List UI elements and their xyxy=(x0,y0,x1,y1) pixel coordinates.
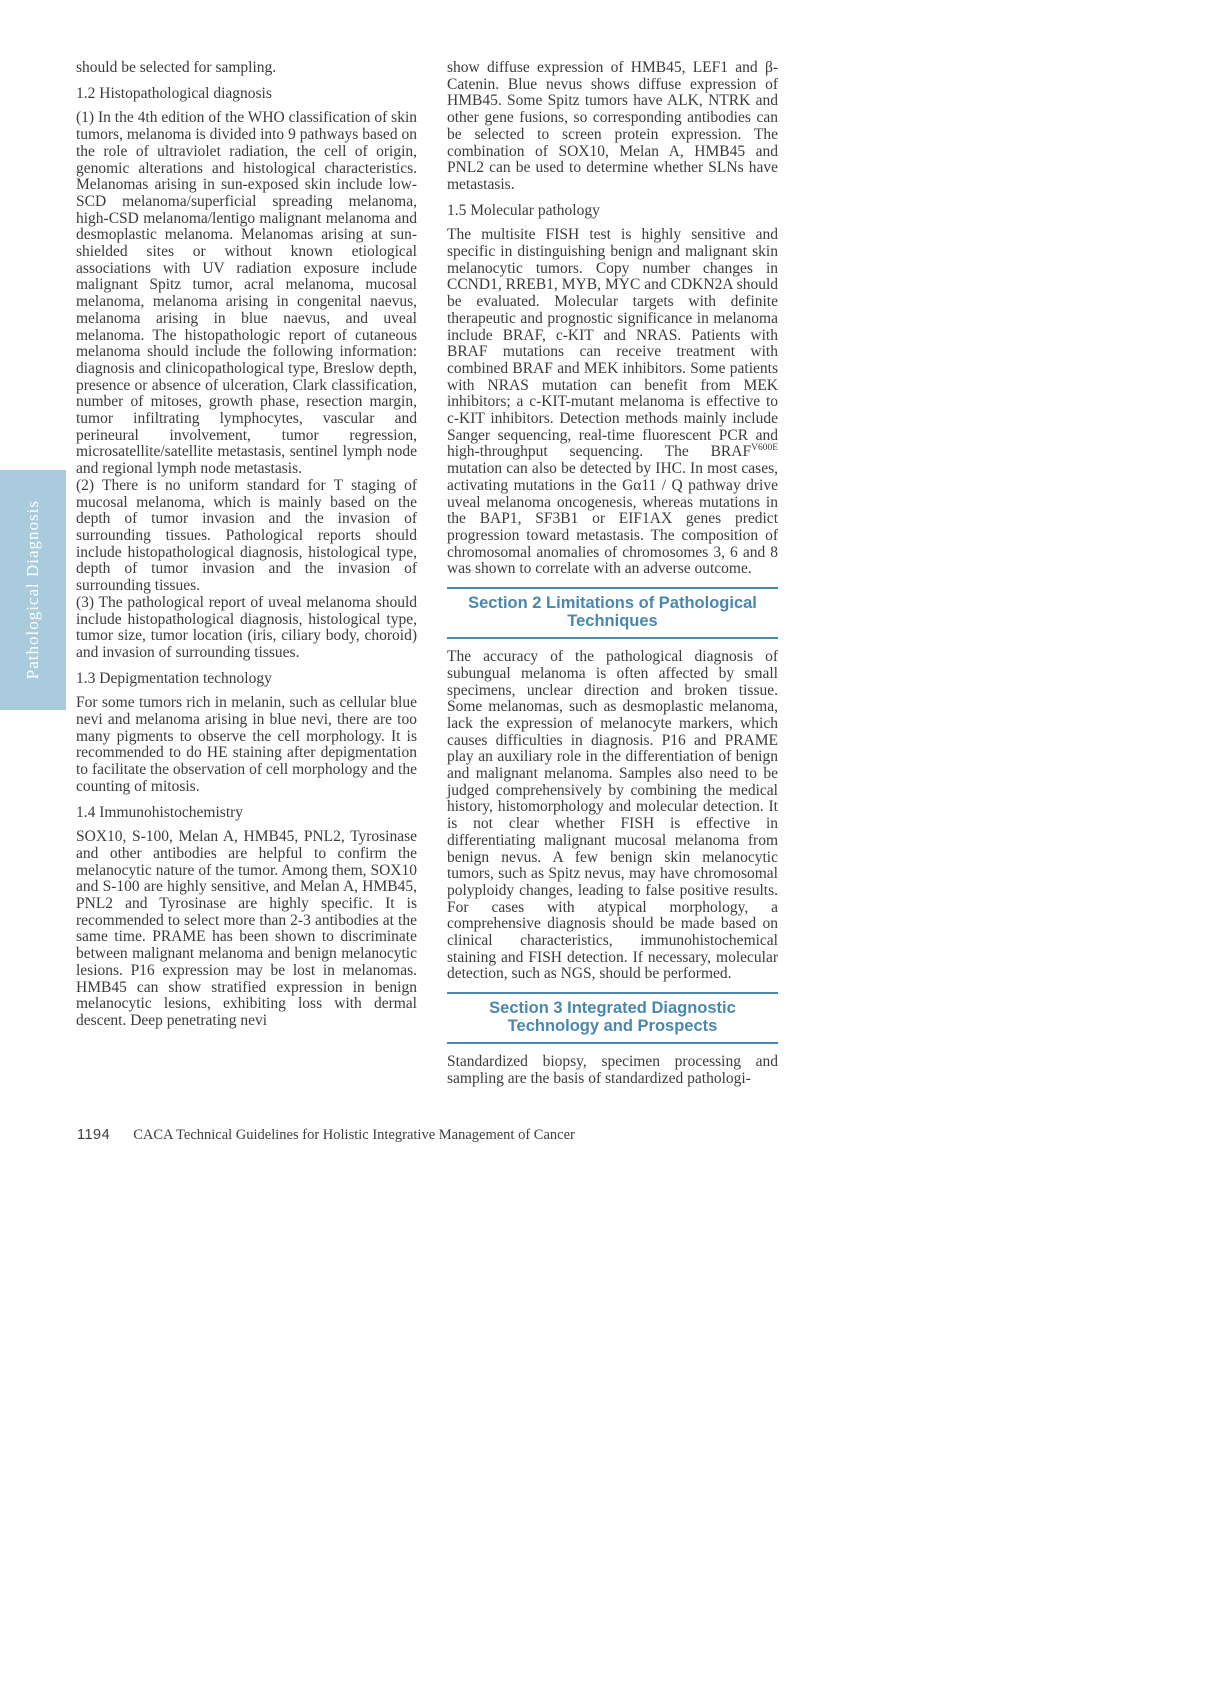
section-2-heading-label: Section 2 Limitations of Pathological Techniques xyxy=(468,594,757,630)
paragraph-immunohistochemistry: SOX10, S-100, Melan A, HMB45, PNL2, Tyrosinase and other antibodies are helpful to confirm the melanocytic nature of the tumor. Among them, SOX10 and S-100 are highly sensitive, and Melan A, HMB45, PNL2 and Tyrosinase are highly specific. It is recommended to select more than 2-3 antibodies at the same time. PRAME has been shown to discriminate between malignant melanoma and benign melanocytic lesions. P16 expression may be lost in melanomas. HMB45 can show stratified expression in benign melanocytic lesions, exhibiting loss with dermal descent. Deep penetrating nevi xyxy=(76,828,417,1029)
chapter-side-tab xyxy=(0,470,66,710)
paragraph-mucosal-t-staging: (2) There is no uniform standard for T staging of mucosal melanoma, which is mainly based on the depth of tumor invasion and the invasion of surrounding tissues. Pathological reports should include histopathological diagnosis, histological type, depth of tumor invasion and the invasion of surrounding tissues. xyxy=(76,476,417,595)
section-3-heading xyxy=(447,992,778,1044)
page-footer xyxy=(77,1127,575,1144)
paragraph-fragment: should be selected for sampling. xyxy=(76,59,277,76)
subsection-heading-1-2: 1.2 Histopathological diagnosis xyxy=(76,84,272,102)
section-2-heading xyxy=(447,587,778,639)
paragraph-uveal-report: (3) The pathological report of uveal melanoma should include histopathological diagnosis, histological type, tumor size, tumor location (iris, ciliary body, choroid) and invasion of surrounding tissues. xyxy=(76,593,417,661)
molecular-text-pre: The multisite FISH test is highly sensitive and specific in distinguishing benign and malignant skin melanocytic tumors. Copy number changes in CCND1, RREB1, MYB, MYC and CDKN2A should be evaluated. Molecular targets with definite therapeutic and prognostic significance in melanoma include BRAF, c-KIT and NRAS. Patients with BRAF mutations can receive treatment with combined BRAF and MEK inhibitors. Some patients with NRAS mutation can benefit from MEK inhibitors; a c-KIT-mutant melanoma is effective to c-KIT inhibitors. Detection methods mainly include Sanger sequencing, real-time fluorescent PCR and high-throughput sequencing. The BRAF xyxy=(447,226,778,461)
paragraph-limitations: The accuracy of the pathological diagnosis of subungual melanoma is often affected by small specimens, unclear direction and broken tissue. Some melanomas, such as desmoplastic melanoma, lack the expression of melanocyte markers, which causes difficulties in diagnosis. P16 and PRAME play an auxiliary role in the differentiation of benign and malignant melanoma. Samples also need to be judged comprehensively by combining the medical history, histomorphology and molecular detection. It is not clear whether FISH is effective in differentiating malignant mucosal melanoma from benign nevus. A few benign skin melanocytic tumors, such as Spitz nevus, may have chromosomal polyploidy changes, leading to false positive results. For cases with atypical morphology, a comprehensive diagnosis should be made based on clinical characteristics, immunohistochemical staining and FISH detection. If necessary, molecular detection, such as NGS, should be performed. xyxy=(447,648,778,983)
paragraph-depigmentation: For some tumors rich in melanin, such as cellular blue nevi and melanoma arising in blue nevi, there are too many pigments to observe the cell morphology. It is recommended to do HE staining after depigmentation to facilitate the observation of cell morphology and the counting of mitosis. xyxy=(76,694,417,795)
subsection-heading-1-5: 1.5 Molecular pathology xyxy=(447,201,600,219)
braf-v600e-superscript: V600E xyxy=(751,443,778,454)
paragraph-ihc-continuation: show diffuse expression of HMB45, LEF1 and β-Catenin. Blue nevus shows diffuse expression of HMB45. Some Spitz tumors have ALK, NTRK and other gene fusions, so corresponding antibodies can be selected to screen protein expression. The combination of SOX10, Melan A, HMB45 and PNL2 can be used to determine whether SLNs have metastasis. xyxy=(447,59,778,193)
subsection-heading-1-4: 1.4 Immunohistochemistry xyxy=(76,803,244,821)
chapter-side-tab-label: Pathological Diagnosis xyxy=(23,500,42,680)
running-title: CACA Technical Guidelines for Holistic Integrative Management of Cancer xyxy=(133,1127,575,1143)
page-number: 1194 xyxy=(77,1127,111,1143)
left-text-column xyxy=(76,60,417,1030)
subsection-heading-1-3: 1.3 Depigmentation technology xyxy=(76,669,272,687)
paragraph-molecular-pathology xyxy=(447,227,778,578)
paragraph-prospects: Standardized biopsy, specimen processing and sampling are the basis of standardized pathologi- xyxy=(447,1053,778,1087)
molecular-text-post: mutation can also be detected by IHC. In most cases, activating mutations in the Gα11 / Q pathway drive uveal melanoma oncogenesis, whereas mutations in the BAP1, SF3B1 or EIF1AX genes predict progression toward metastasis. The composition of chromosomal anomalies of chromosomes 3, 6 and 8 was shown to correlate with an adverse outcome. xyxy=(447,460,778,578)
right-text-column xyxy=(447,60,778,1088)
section-3-heading-label: Section 3 Integrated Diagnostic Technology and Prospects xyxy=(489,999,736,1035)
paragraph-who-classification: (1) In the 4th edition of the WHO classification of skin tumors, melanoma is divided into 9 pathways based on the role of ultraviolet radiation, the cell of origin, genomic alterations and histological characteristics. Melanomas arising in sun-exposed skin include low-SCD melanoma/superficial spreading melanoma, high-CSD melanoma/lentigo malignant melanoma and desmoplastic melanoma. Melanomas arising at sun-shielded sites or without known etiological associations with UV radiation exposure include malignant Spitz tumor, acral melanoma, mucosal melanoma, melanoma arising in congenital naevus, melanoma arising in blue naevus, and uveal melanoma. The histopathologic report of cutaneous melanoma should include the following information: diagnosis and clinicopathological type, Breslow depth, presence or absence of ulceration, Clark classification, number of mitoses, growth phase, resection margin, tumor infiltrating lymphocytes, vascular and perineural involvement, tumor regression, microsatellite/satellite metastasis, sentinel lymph node and regional lymph node metastasis. xyxy=(76,109,417,478)
